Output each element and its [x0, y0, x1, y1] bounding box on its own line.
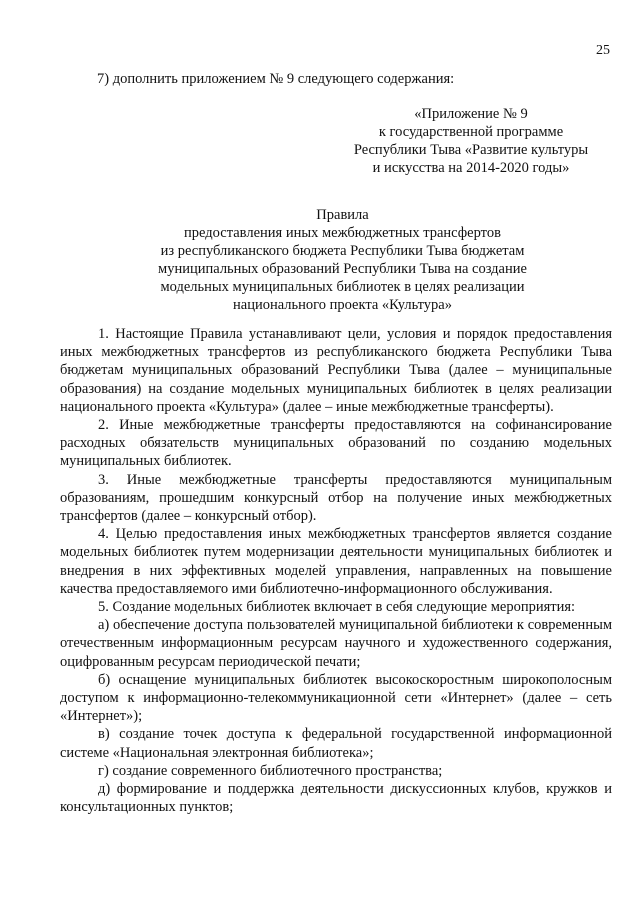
- rules-subitem-g: г) создание современного библиотечного пространства;: [98, 762, 443, 779]
- rules-paragraph-4: 4. Целью предоставления иных межбюджетных трансфертов является создание модельных библиотек путем модернизации деятельности муниципальных библиотек и внедрения в них эффективных моделей управления, направленных на повышение качества предоставляемого ими библиотечно-информационного обслуживания.: [60, 526, 612, 597]
- amendment-intro-line: 7) дополнить приложением № 9 следующего содержания:: [97, 71, 455, 87]
- appendix-reference-block: [330, 105, 612, 177]
- rules-subitem-v: в) создание точек доступа к федеральной государственной информационной системе «Национальная электронная библиотека»;: [60, 726, 612, 761]
- rules-subtitle-line: модельных муниципальных библиотек в целях реализации: [160, 279, 525, 295]
- appendix-line: «Приложение № 9: [414, 106, 528, 122]
- rules-title: Правила: [316, 207, 369, 223]
- rules-subtitle-line: из республиканского бюджета Республики Тыва бюджетам: [160, 243, 525, 259]
- rules-subitem-b: б) оснащение муниципальных библиотек высокоскоростным широкополосным доступом к информационно-телекоммуникационной сети «Интернет» (далее – сеть «Интернет»);: [60, 671, 612, 725]
- rules-subtitle-line: предоставления иных межбюджетных трансфертов: [184, 225, 501, 241]
- rules-paragraph-2: 2. Иные межбюджетные трансферты предоставляются на софинансирование расходных обязательств муниципальных образований по созданию модельных муниципальных библиотек.: [60, 417, 612, 470]
- rules-paragraph-5: 5. Создание модельных библиотек включает в себя следующие мероприятия:: [98, 599, 576, 616]
- rules-subitem-a: а) обеспечение доступа пользователей муниципальной библиотеки к современным отечественным информационным ресурсам научного и художественного содержания, оцифрованным ресурсам периодической печати;: [60, 617, 612, 670]
- rules-paragraph-3: 3. Иные межбюджетные трансферты предоставляются муниципальным образованиям, прошедшим конкурсный отбор на получение иных межбюджетных трансфертов (далее – конкурсный отбор).: [60, 471, 612, 525]
- appendix-line: к государственной программе: [378, 124, 564, 140]
- rules-subtitle-line: муниципальных образований Республики Тыва на создание: [158, 261, 527, 277]
- rules-subtitle-line: национального проекта «Культура»: [233, 297, 452, 313]
- rules-body: [60, 325, 612, 816]
- appendix-line: Республики Тыва «Развитие культуры: [353, 142, 589, 158]
- appendix-line: и искусства на 2014-2020 годы»: [372, 160, 570, 176]
- rules-paragraph-1: 1. Настоящие Правила устанавливают цели, условия и порядок предоставления иных межбюджетных трансфертов из республиканского бюджета Республики Тыва бюджетам муниципальных образований Республики Тыва (далее – муниципальные образования) на создание модельных муниципальных библиотек в целях реализации национального проекта «Культура» (далее – иные межбюджетные трансферты).: [60, 326, 612, 415]
- rules-heading: [60, 206, 625, 314]
- page-number: 25: [596, 43, 610, 58]
- rules-subitem-d: д) формирование и поддержка деятельности дискуссионных клубов, кружков и консультационных пунктов;: [60, 781, 612, 816]
